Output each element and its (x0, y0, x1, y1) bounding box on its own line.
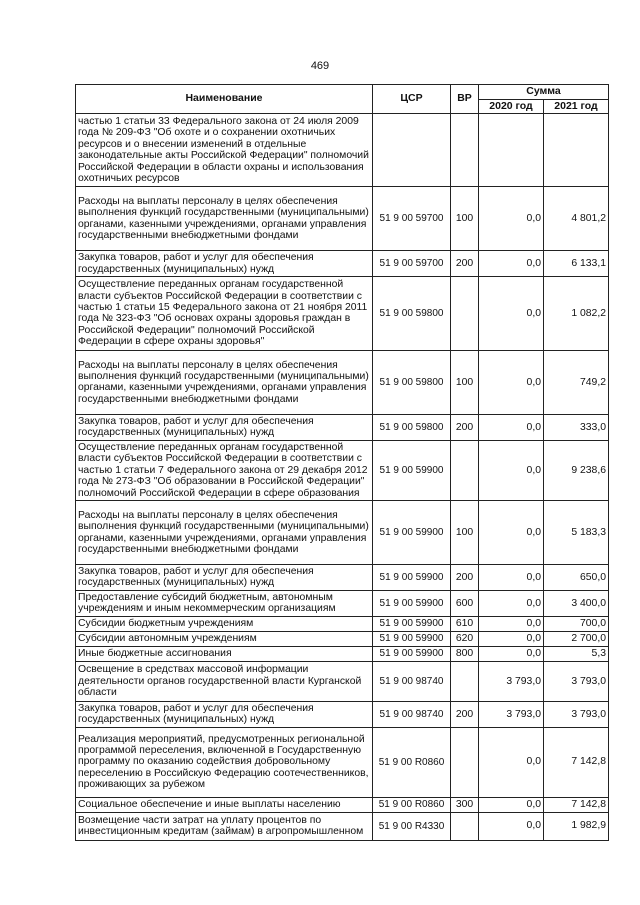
row-vr-cell: 100 (451, 501, 479, 565)
row-vr-cell (451, 440, 479, 500)
header-year-2021: 2021 год (544, 99, 609, 114)
row-vr-cell: 200 (451, 414, 479, 440)
row-csr-cell: 51 9 00 R4330 (373, 812, 451, 840)
row-name-cell: Закупка товаров, работ и услуг для обеспечения государственных (муниципальных) нужд (76, 251, 373, 277)
table-row (76, 590, 609, 616)
row-name-cell: Закупка товаров, работ и услуг для обеспечения государственных (муниципальных) нужд (76, 414, 373, 440)
table-row (76, 414, 609, 440)
row-csr-cell: 51 9 00 59900 (373, 440, 451, 500)
row-name-cell: Расходы на выплаты персоналу в целях обеспечения выполнения функций государственными (муниципальными) органами, казенными учреждениями, органами управления государственными внебюджетными фондами (76, 501, 373, 565)
row-2021-cell (544, 114, 609, 187)
row-csr-cell: 51 9 00 59900 (373, 631, 451, 646)
row-csr-cell: 51 9 00 59800 (373, 276, 451, 350)
row-2020-cell: 0,0 (479, 187, 544, 251)
row-2021-cell: 3 793,0 (544, 701, 609, 727)
row-2021-cell: 749,2 (544, 350, 609, 414)
row-csr-cell: 51 9 00 59900 (373, 501, 451, 565)
row-2020-cell: 0,0 (479, 797, 544, 812)
table-row (76, 797, 609, 812)
row-name-cell: Субсидии автономным учреждениям (76, 631, 373, 646)
row-2021-cell: 5 183,3 (544, 501, 609, 565)
row-2020-cell: 0,0 (479, 414, 544, 440)
row-name-cell: Расходы на выплаты персоналу в целях обеспечения выполнения функций государственными (муниципальными) органами, казенными учреждениями, органами управления государственными внебюджетными фондами (76, 350, 373, 414)
row-csr-cell: 51 9 00 59700 (373, 187, 451, 251)
row-2020-cell: 0,0 (479, 812, 544, 840)
row-2020-cell: 0,0 (479, 276, 544, 350)
row-2021-cell: 7 142,8 (544, 797, 609, 812)
row-name-cell: Реализация мероприятий, предусмотренных региональной программой переселения, включенной в Государственную программу по оказанию содействия добровольному переселению в Российскую Федерацию соотечественников, проживающих за рубежом (76, 727, 373, 797)
row-2020-cell: 0,0 (479, 440, 544, 500)
table-row (76, 661, 609, 701)
header-sum: Сумма (479, 85, 609, 100)
row-2021-cell: 3 793,0 (544, 661, 609, 701)
row-2021-cell: 650,0 (544, 565, 609, 591)
row-vr-cell (451, 661, 479, 701)
row-csr-cell: 51 9 00 59900 (373, 616, 451, 631)
row-2021-cell: 7 142,8 (544, 727, 609, 797)
row-2021-cell: 9 238,6 (544, 440, 609, 500)
row-name-cell: Социальное обеспечение и иные выплаты населению (76, 797, 373, 812)
table-row (76, 114, 609, 187)
table-row (76, 727, 609, 797)
row-csr-cell: 51 9 00 98740 (373, 701, 451, 727)
row-2021-cell: 700,0 (544, 616, 609, 631)
row-2020-cell: 0,0 (479, 565, 544, 591)
row-csr-cell: 51 9 00 59700 (373, 251, 451, 277)
row-vr-cell: 200 (451, 251, 479, 277)
row-name-cell: Осуществление переданных органам государственной власти субъектов Российской Федерации в соответствии с частью 1 статьи 15 Федерального закона от 21 ноября 2011 года № 323-ФЗ "Об основах охраны здоровья граждан в Российской Федерации" полномочий Российской Федерации в сфере охраны здоровья" (76, 276, 373, 350)
table-row (76, 812, 609, 840)
row-vr-cell: 200 (451, 701, 479, 727)
row-name-cell: Возмещение части затрат на уплату процентов по инвестиционным кредитам (займам) в агропромышленном (76, 812, 373, 840)
row-2021-cell: 1 082,2 (544, 276, 609, 350)
row-vr-cell: 100 (451, 350, 479, 414)
row-csr-cell: 51 9 00 59800 (373, 350, 451, 414)
table-body (76, 114, 609, 841)
table-row (76, 631, 609, 646)
table-row (76, 701, 609, 727)
row-2021-cell: 4 801,2 (544, 187, 609, 251)
row-2021-cell: 3 400,0 (544, 590, 609, 616)
row-2021-cell: 1 982,9 (544, 812, 609, 840)
row-2020-cell: 3 793,0 (479, 701, 544, 727)
row-2020-cell: 0,0 (479, 616, 544, 631)
row-name-cell: Иные бюджетные ассигнования (76, 646, 373, 661)
row-name-cell: Расходы на выплаты персоналу в целях обеспечения выполнения функций государственными (муниципальными) органами, казенными учреждениями, органами управления государственными внебюджетными фондами (76, 187, 373, 251)
row-2020-cell: 0,0 (479, 350, 544, 414)
table-row (76, 350, 609, 414)
table-row (76, 440, 609, 500)
row-csr-cell: 51 9 00 R0860 (373, 797, 451, 812)
row-csr-cell: 51 9 00 R0860 (373, 727, 451, 797)
row-2021-cell: 5,3 (544, 646, 609, 661)
row-name-cell: Предоставление субсидий бюджетным, автономным учреждениям и иным некоммерческим организациям (76, 590, 373, 616)
row-vr-cell (451, 114, 479, 187)
table-row (76, 187, 609, 251)
row-csr-cell (373, 114, 451, 187)
table-row (76, 646, 609, 661)
row-name-cell: Осуществление переданных органам государственной власти субъектов Российской Федерации в соответствии с частью 1 статьи 7 Федерального закона от 29 декабря 2012 года № 273-ФЗ "Об образовании в Российской Федерации" полномочий Российской Федерации в сфере образования (76, 440, 373, 500)
row-2020-cell: 0,0 (479, 590, 544, 616)
row-vr-cell (451, 276, 479, 350)
table-row (76, 616, 609, 631)
row-2020-cell: 0,0 (479, 631, 544, 646)
row-csr-cell: 51 9 00 59800 (373, 414, 451, 440)
row-2020-cell: 0,0 (479, 646, 544, 661)
header-vr: ВР (451, 85, 479, 114)
row-vr-cell: 200 (451, 565, 479, 591)
row-vr-cell: 610 (451, 616, 479, 631)
header-name: Наименование (76, 85, 373, 114)
row-vr-cell: 800 (451, 646, 479, 661)
row-2021-cell: 2 700,0 (544, 631, 609, 646)
row-2020-cell: 0,0 (479, 501, 544, 565)
row-vr-cell: 300 (451, 797, 479, 812)
row-vr-cell (451, 812, 479, 840)
page-number: 469 (310, 60, 330, 72)
row-2020-cell: 0,0 (479, 727, 544, 797)
row-vr-cell (451, 727, 479, 797)
row-csr-cell: 51 9 00 59900 (373, 590, 451, 616)
row-name-cell: частью 1 статьи 33 Федерального закона от 24 июля 2009 года № 209-ФЗ "Об охоте и о сохранении охотничьих ресурсов и о внесении изменений в отдельные законодательные акты Российской Федерации" полномочий Российской Федерации в области охраны и использования охотничьих ресурсов (76, 114, 373, 187)
row-name-cell: Закупка товаров, работ и услуг для обеспечения государственных (муниципальных) нужд (76, 701, 373, 727)
row-name-cell: Субсидии бюджетным учреждениям (76, 616, 373, 631)
row-csr-cell: 51 9 00 59900 (373, 565, 451, 591)
table-row (76, 251, 609, 277)
header-year-2020: 2020 год (479, 99, 544, 114)
row-2020-cell (479, 114, 544, 187)
row-2021-cell: 333,0 (544, 414, 609, 440)
budget-table (75, 84, 609, 841)
row-name-cell: Освещение в средствах массовой информации деятельности органов государственной власти Курганской области (76, 661, 373, 701)
header-csr: ЦСР (373, 85, 451, 114)
table-row (76, 565, 609, 591)
row-csr-cell: 51 9 00 59900 (373, 646, 451, 661)
row-vr-cell: 100 (451, 187, 479, 251)
row-vr-cell: 600 (451, 590, 479, 616)
row-csr-cell: 51 9 00 98740 (373, 661, 451, 701)
row-name-cell: Закупка товаров, работ и услуг для обеспечения государственных (муниципальных) нужд (76, 565, 373, 591)
row-2021-cell: 6 133,1 (544, 251, 609, 277)
table-row (76, 501, 609, 565)
table-row (76, 276, 609, 350)
row-2020-cell: 3 793,0 (479, 661, 544, 701)
row-2020-cell: 0,0 (479, 251, 544, 277)
row-vr-cell: 620 (451, 631, 479, 646)
